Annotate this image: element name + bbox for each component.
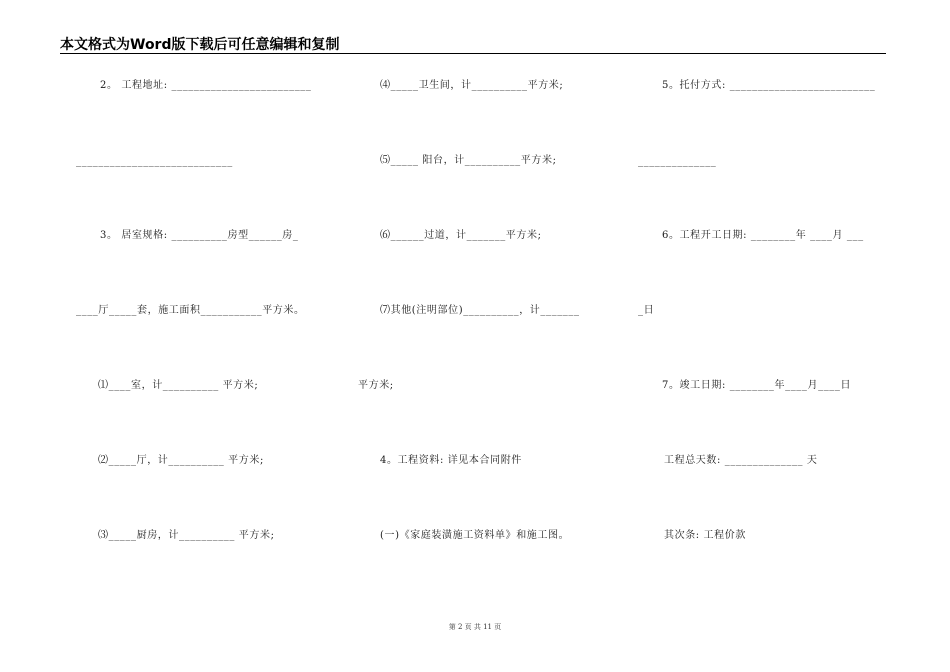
corridor-area-line: ⑹______过道，计_______平方米; bbox=[380, 230, 542, 241]
commission-continuation-blank: ______________ bbox=[638, 156, 717, 167]
address-continuation-blank: ____________________________ bbox=[76, 156, 233, 167]
document-header-title: 本文格式为Word版下载后可任意编辑和复制 bbox=[60, 37, 340, 53]
materials-list-line: (一)《家庭装潢施工资料单》和施工图。 bbox=[380, 530, 570, 541]
hall-area-line: ____厅_____套，施工面积___________平方米。 bbox=[76, 305, 305, 316]
other-area-unit: 平方米; bbox=[358, 380, 394, 391]
total-days-line: 工程总天数: ______________ 天 bbox=[664, 455, 818, 466]
kitchen-area-line: ⑶_____厨房，计__________ 平方米; bbox=[98, 530, 275, 541]
completion-date-line: 7。竣工日期: ________年____月____日 bbox=[662, 380, 852, 391]
balcony-area-line: ⑸_____ 阳台，计__________平方米; bbox=[380, 155, 557, 166]
project-address-line: 2。 工程地址: _________________________ bbox=[100, 80, 312, 91]
room-area-line: ⑴____室，计__________ 平方米; bbox=[98, 380, 259, 391]
page-number: 第 2 页 共 11 页 bbox=[448, 623, 502, 631]
commission-method-line: 5。托付方式: __________________________ bbox=[662, 80, 876, 91]
room-spec-line: 3。 居室规格: __________房型______房_ bbox=[100, 230, 299, 241]
header-divider bbox=[60, 53, 886, 54]
start-date-day: _日 bbox=[638, 305, 655, 316]
article-two-heading: 其次条: 工程价款 bbox=[664, 530, 746, 541]
bathroom-area-line: ⑷_____卫生间，计__________平方米; bbox=[380, 80, 564, 91]
start-date-line: 6。工程开工日期: ________年 ____月 ___ bbox=[662, 230, 864, 241]
project-materials-line: 4。工程资料: 详见本合同附件 bbox=[380, 455, 522, 466]
hall-area-item: ⑵_____厅，计__________ 平方米; bbox=[98, 455, 264, 466]
other-area-line: ⑺其他(注明部位)__________，计_______ bbox=[380, 305, 580, 316]
